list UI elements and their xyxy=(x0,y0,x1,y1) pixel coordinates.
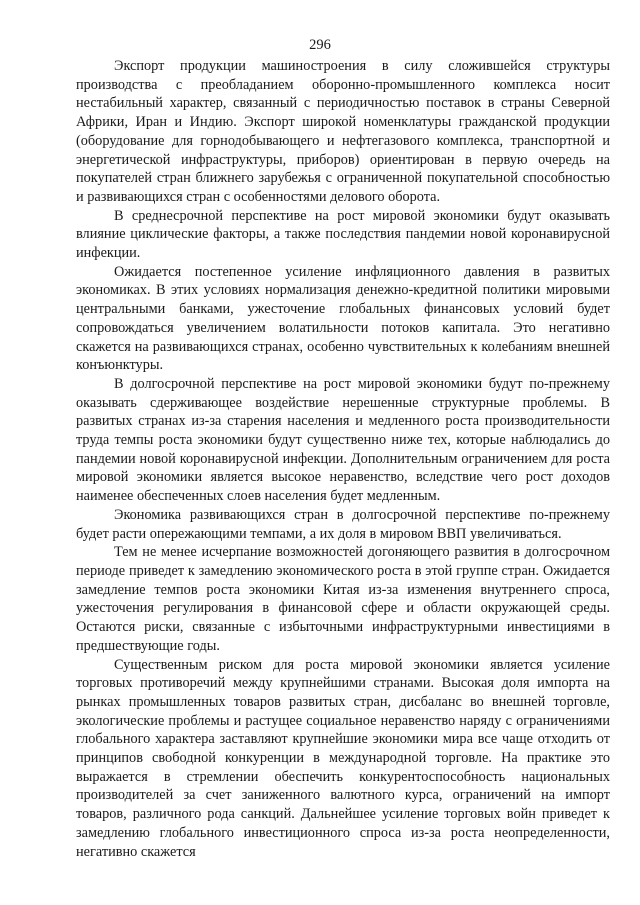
paragraph-medium-term-outlook: В среднесрочной перспективе на рост мировой экономики будут оказывать влияние циклические факторы, а также последствия пандемии новой коронавирусной инфекции. xyxy=(76,207,610,262)
paragraph-inflation-pressure: Ожидается постепенное усиление инфляционного давления в развитых экономиках. В этих условиях нормализация денежно-кредитной политики мировыми центральными банками, ужесточение глобальных финансовых условий будет сопровождаться увеличением волатильности потоков капитала. Это негативно скажется на развивающихся странах, особенно чувствительных к колебаниям внешней конъюнктуры. xyxy=(76,263,610,374)
paragraph-trade-tensions: Существенным риском для роста мировой экономики является усиление торговых противоречий между крупнейшими странами. Высокая доля импорта на рынках промышленных товаров развитых стран, дисбаланс во внешней торговле, экологические проблемы и растущее социальное неравенство наряду с ограничениями глобального характера заставляют крупнейшие экономики мира все чаще отходить от принципов свободной конкуренции в международной торговле. На практике это выражается в стремлении обеспечить конкурентоспособность национальных производителей за счет заниженного валютного курса, ограничений на импорт товаров, различного рода санкций. Дальнейшее усиление торговых войн приведет к замедлению глобального инвестиционного спроса из-за роста неопределенности, негативно скажется xyxy=(76,656,610,860)
paragraph-catch-up-growth: Тем не менее исчерпание возможностей догоняющего развития в долгосрочном периоде приведет к замедлению экономического роста в этой группе стран. Ожидается замедление темпов роста экономики Китая из-за изменения внутреннего спроса, ужесточения регулирования в финансовой сфере и области окружающей среды. Остаются риски, связанные с избыточными инфраструктурными инвестициями в предшествующие годы. xyxy=(76,544,610,654)
paragraph-machinery-export: Экспорт продукции машиностроения в силу сложившейся структуры производства с преобладанием оборонно-промышленного комплекса носит нестабильный характер, связанный с периодичностью поставок в страны Северной Африки, Иран и Индию. Экспорт широкой номенклатуры гражданской продукции (оборудование для горнодобывающего и нефтегазового комплекса, транспортной и энергетической инфраструктуры, приборов) ориентирован в первую очередь на покупателей стран ближнего зарубежья с ограниченной покупательной способностью и развивающихся стран с особенностями делового оборота. xyxy=(76,58,610,205)
paragraph-long-term-outlook: В долгосрочной перспективе на рост мировой экономики будут по-прежнему оказывать сдерживающее воздействие нерешенные структурные проблемы. В развитых странах из-за старения населения и медленного роста производительности труда темпы роста экономики будут существенно ниже тех, которые наблюдались до пандемии новой коронавирусной инфекции. Дополнительным ограничением для роста мировой экономики является высокое неравенство, вследствие чего рост доходов наименее обеспеченных слоев населения будет медленным. xyxy=(76,375,610,505)
document-body xyxy=(76,57,610,861)
paragraph-developing-economies: Экономика развивающихся стран в долгосрочной перспективе по-прежнему будет расти опережающими темпами, а их доля в мировом ВВП увеличиваться. xyxy=(76,506,610,542)
page-number: 296 xyxy=(309,37,331,53)
